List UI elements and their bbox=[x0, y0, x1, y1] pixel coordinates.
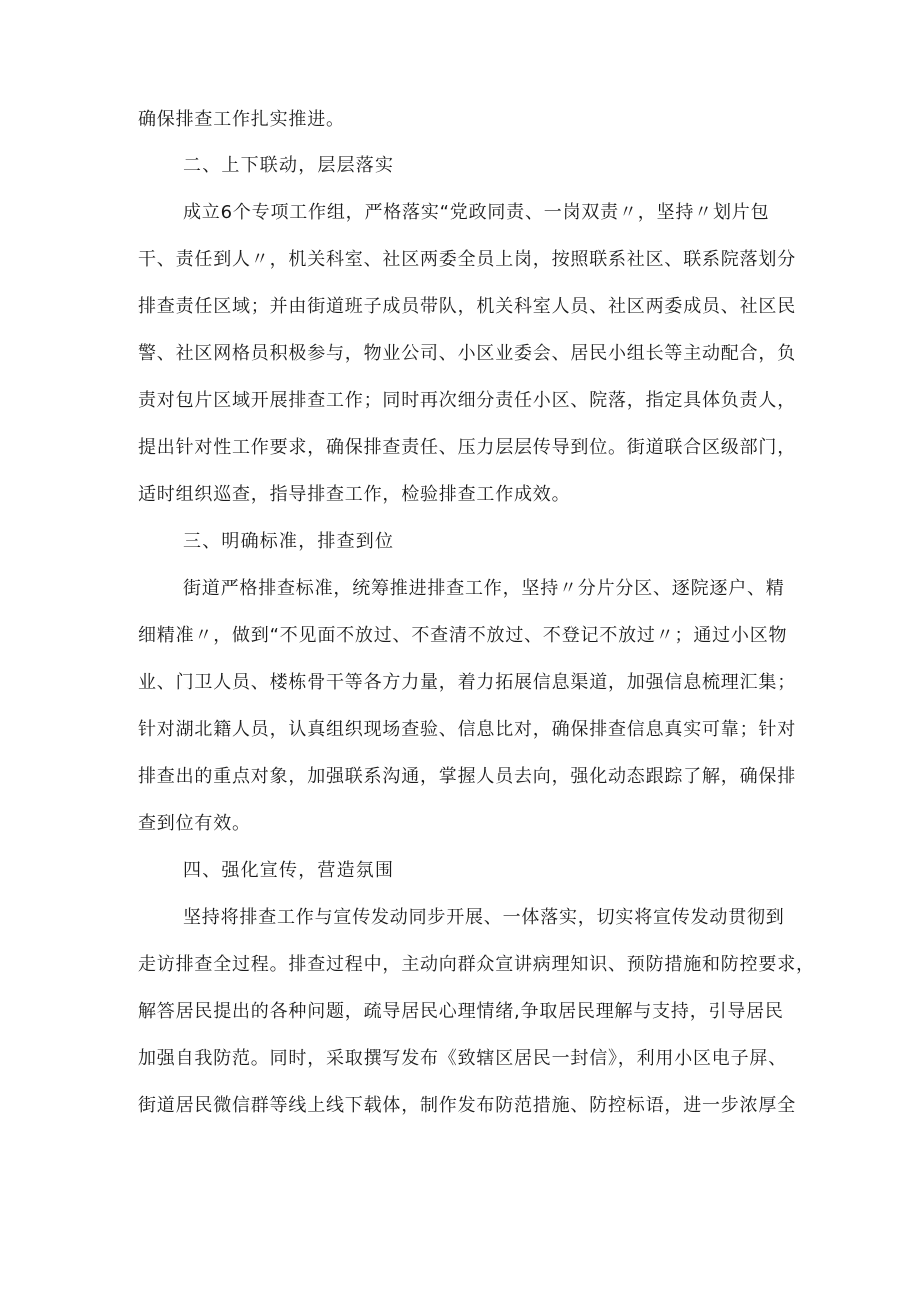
section-4-line-1: 坚持将排查工作与宣传发动同步开展、一体落实，切实将宣传发动贯彻到 bbox=[183, 907, 785, 928]
section-3-line-2: 细精准〃，做到“不见面不放过、不查清不放过、不登记不放过〃；通过小区物 bbox=[138, 625, 788, 646]
section-3-heading: 三、明确标准，排查到位 bbox=[183, 531, 395, 552]
section-2-line-4: 警、社区网格员积极参与，物业公司、小区业委会、居民小组长等主动配合，负 bbox=[138, 343, 796, 364]
section-4-line-3: 解答居民提出的各种问题，疏导居民心理情绪,争取居民理解与支持，引导居民 bbox=[138, 1001, 784, 1022]
section-3-line-1: 街道严格排查标准，统筹推进排查工作，坚持〃分片分区、逐院逐户、精 bbox=[183, 578, 785, 599]
section-2-line-5: 责对包片区域开展排查工作；同时再次细分责任小区、院落，指定具体负责人， bbox=[138, 390, 796, 411]
section-4-line-4: 加强自我防范。同时，采取撰写发布《致辖区居民一封信》，利用小区电子屏、 bbox=[138, 1048, 787, 1069]
section-2-line-2: 干、责任到人〃，机关科室、社区两委全员上岗，按照联系社区、联系院落划分 bbox=[138, 249, 796, 270]
section-4-line-2: 走访排查全过程。排查过程中，主动向群众宣讲病理知识、预防措施和防控要求， bbox=[138, 954, 815, 975]
section-2-line-7: 适时组织巡查，指导排查工作，检验排查工作成效。 bbox=[138, 484, 571, 505]
section-3-line-5: 排查出的重点对象，加强联系沟通，掌握人员去向，强化动态跟踪了解，确保排 bbox=[138, 766, 796, 787]
section-4-line-5: 街道居民微信群等线上线下载体，制作发布防范措施、防控标语，进一步浓厚全 bbox=[138, 1095, 796, 1116]
section-3-line-3: 业、门卫人员、楼栋骨干等各方力量，着力拓展信息渠道，加强信息梳理汇集； bbox=[138, 672, 796, 693]
section-3-line-4: 针对湖北籍人员，认真组织现场查验、信息比对，确保排查信息真实可靠；针对 bbox=[138, 719, 796, 740]
section-2-heading: 二、上下联动，层层落实 bbox=[183, 155, 395, 176]
section-3-line-6: 查到位有效。 bbox=[138, 813, 251, 834]
intro-line: 确保排查工作扎实推进。 bbox=[138, 109, 345, 130]
section-2-line-1: 成立6个专项工作组，严格落实“党政同责、一岗双责〃，坚持〃划片包 bbox=[183, 202, 770, 223]
section-2-line-3: 排查责任区域；并由街道班子成员带队，机关科室人员、社区两委成员、社区民 bbox=[138, 296, 796, 317]
section-4-heading: 四、强化宣传，营造氛围 bbox=[183, 860, 395, 881]
section-2-line-6: 提出针对性工作要求，确保排查责任、压力层层传导到位。街道联合区级部门， bbox=[138, 437, 796, 458]
